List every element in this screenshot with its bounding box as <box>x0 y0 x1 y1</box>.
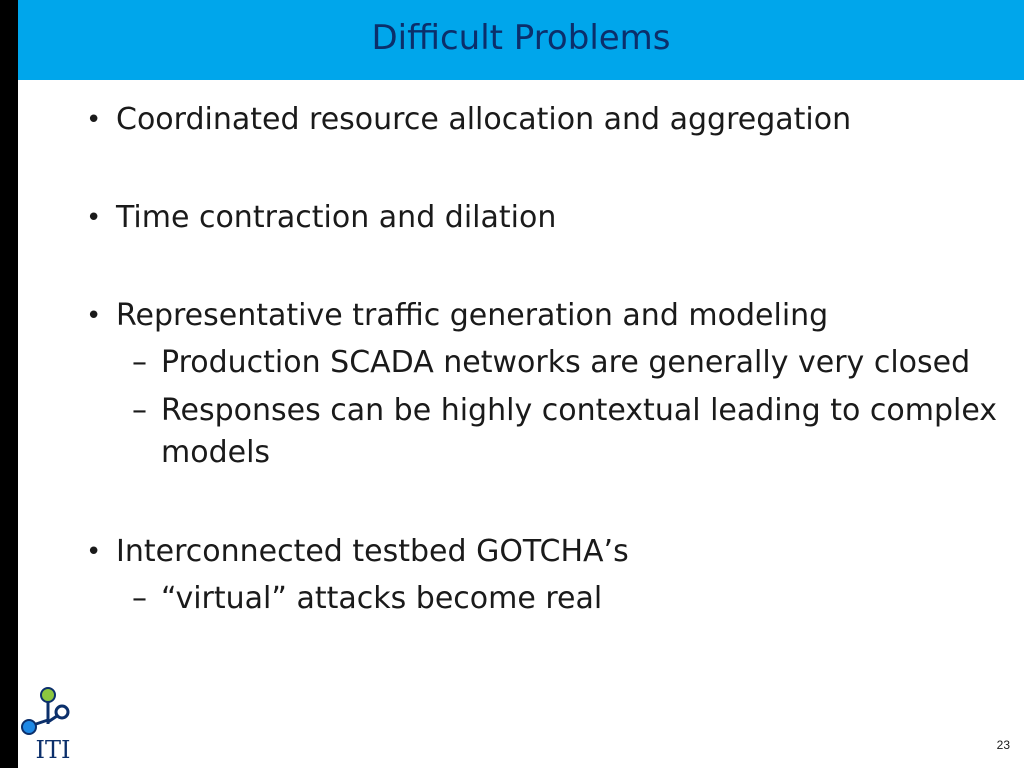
sub-bullet-text: “virtual” attacks become real <box>161 581 603 616</box>
bullet-text: Coordinated resource allocation and aggregation <box>116 102 852 137</box>
bullet-marker: • <box>86 301 102 331</box>
bullet-marker: • <box>86 105 102 135</box>
sub-bullet-item <box>86 342 1006 384</box>
sub-bullet-marker: – <box>132 393 147 428</box>
bullet-text: Representative traffic generation and modeling <box>116 298 829 333</box>
sub-bullet-text: Responses can be highly contextual leading to complex models <box>161 393 998 470</box>
left-edge-bar <box>0 0 18 768</box>
logo-text: ITI <box>35 736 71 762</box>
slide-content <box>86 100 1006 620</box>
sub-bullet-item <box>86 578 1006 620</box>
bullet-item <box>86 198 1006 238</box>
sub-bullet-marker: – <box>132 345 147 380</box>
page-number: 23 <box>996 738 1010 752</box>
bullet-item <box>86 100 1006 140</box>
bullet-marker: • <box>86 537 102 567</box>
bullet-item <box>86 532 1006 572</box>
bullet-text: Interconnected testbed GOTCHA’s <box>116 534 629 569</box>
bullet-item <box>86 296 1006 336</box>
bullet-text: Time contraction and dilation <box>116 200 557 235</box>
slide-title: Difficult Problems <box>371 18 671 58</box>
sub-bullet-item <box>86 390 1006 474</box>
sub-bullet-text: Production SCADA networks are generally very closed <box>161 345 971 380</box>
title-bar <box>18 0 1024 80</box>
bullet-marker: • <box>86 203 102 233</box>
sub-bullet-marker: – <box>132 581 147 616</box>
iti-logo <box>20 686 86 762</box>
